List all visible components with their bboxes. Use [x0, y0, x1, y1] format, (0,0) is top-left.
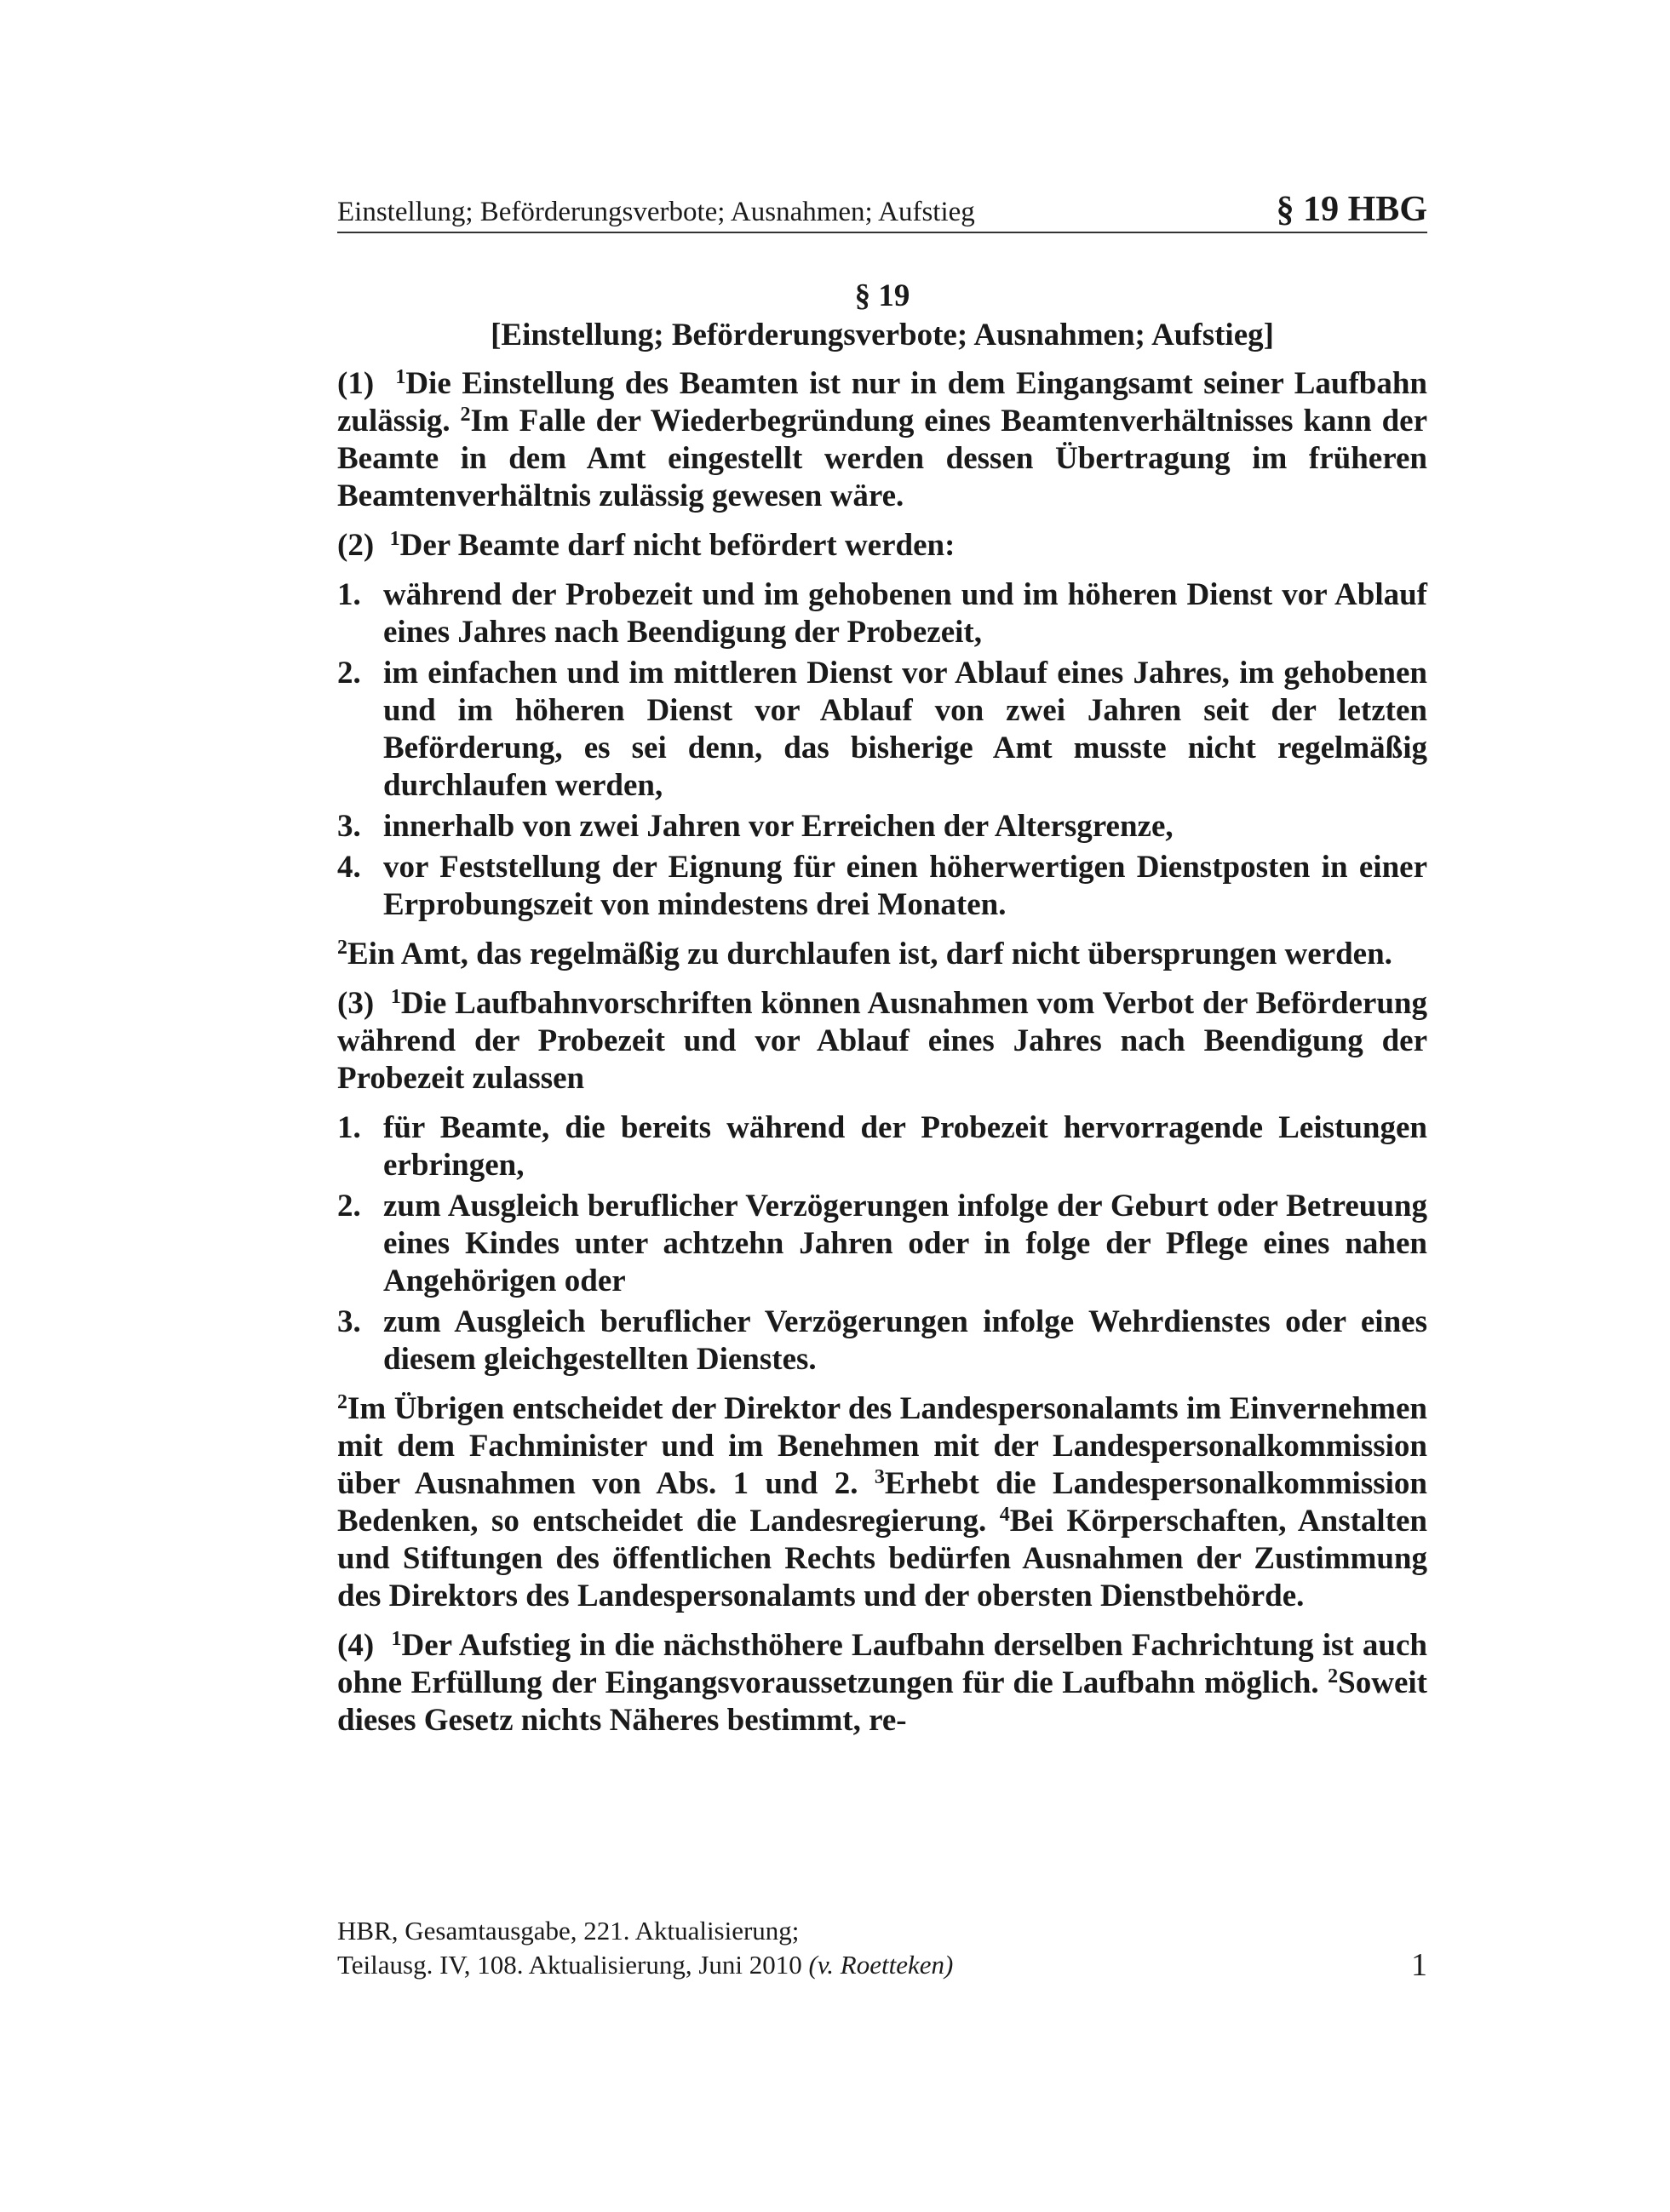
list-item-text: zum Ausgleich beruflicher Verzögerungen infolge der Geburt oder Betreuung eines Kindes unter achtzehn Jahren oder in folge der Pflege eines nahen Angehörigen oder — [383, 1189, 1427, 1298]
paragraph-3-sentence-1: Die Laufbahnvorschriften können Ausnahmen vom Verbot der Beförderung während der Probezeit und vor Ablauf eines Jahres nach Beendigung der Probezeit zulassen — [337, 986, 1428, 1096]
paragraph-4 — [337, 1627, 1427, 1739]
sentence-marker: 2 — [337, 1391, 347, 1413]
paragraph-2 — [337, 527, 1427, 564]
list-item — [337, 576, 1427, 651]
footer-line-1: HBR, Gesamtausgabe, 221. Aktualisierung; — [337, 1916, 800, 1946]
sentence-marker: 1 — [395, 366, 406, 388]
list-item-text: für Beamte, die bereits während der Probezeit hervorragende Leistungen erbringen, — [383, 1110, 1427, 1183]
paragraph-1-label: (1) — [337, 366, 375, 401]
sentence-marker: 2 — [460, 404, 471, 426]
page-number: 1 — [1411, 1947, 1427, 1983]
page-footer — [337, 1914, 1427, 1982]
sentence-marker: 2 — [1328, 1665, 1339, 1688]
running-header-section: § 19 HBG — [1276, 190, 1427, 229]
sentence-marker: 1 — [389, 528, 400, 550]
list-item-text: im einfachen und im mittleren Dienst vor Ablauf eines Jahres, im gehobenen und im höheren Dienst vor Ablauf von zwei Jahren seit der letzten Beförderung, es sei denn, das bisherige Amt musste nicht regelmäßig durchlaufen werden, — [383, 656, 1427, 803]
paragraph-2-list — [337, 576, 1427, 924]
paragraph-2-continuation — [337, 936, 1427, 973]
sentence-marker: 4 — [999, 1504, 1010, 1526]
list-item-number: 3. — [337, 809, 361, 844]
paragraph-3-sentence-2: Im Übrigen entscheidet der Direktor des Landespersonalamts im Einvernehmen mit dem Fachminister und im Benehmen mit der Landespersonalkommission über Ausnahmen von Abs. 1 und 2. — [337, 1391, 1427, 1501]
list-item — [337, 808, 1427, 845]
paragraph-2-sentence-1: Der Beamte darf nicht befördert werden: — [399, 528, 956, 563]
footer-line-2 — [337, 1948, 953, 1982]
list-item — [337, 1304, 1427, 1378]
paragraph-3-continuation — [337, 1390, 1427, 1615]
sentence-marker: 3 — [874, 1466, 885, 1488]
list-item-number: 4. — [337, 850, 361, 885]
paragraph-3 — [337, 985, 1427, 1097]
list-item-text: innerhalb von zwei Jahren vor Erreichen der Altersgrenze, — [383, 809, 1174, 844]
section-number: § 19 — [854, 278, 910, 313]
list-item-text: während der Probezeit und im gehobenen und im höheren Dienst vor Ablauf eines Jahres nach Beendigung der Probezeit, — [383, 577, 1427, 650]
sentence-marker: 1 — [390, 986, 401, 1008]
list-item-text: zum Ausgleich beruflicher Verzögerungen infolge Wehrdienstes oder eines diesem gleichgestellten Dienstes. — [383, 1304, 1427, 1377]
paragraph-1-sentence-1: Die Einstellung des Beamten ist nur in dem Eingangsamt seiner Laufbahn zulässig. — [337, 366, 1428, 438]
list-item-number: 1. — [337, 577, 361, 612]
sentence-marker: 2 — [337, 937, 347, 959]
list-item-number: 2. — [337, 1189, 361, 1223]
sentence-marker: 1 — [391, 1628, 402, 1650]
paragraph-2-label: (2) — [337, 528, 375, 563]
paragraph-3-list — [337, 1109, 1427, 1378]
section-title: [Einstellung; Beförderungsverbote; Ausnahmen; Aufstieg] — [491, 318, 1274, 352]
list-item — [337, 655, 1427, 805]
paragraph-1 — [337, 365, 1427, 515]
list-item — [337, 1188, 1427, 1300]
paragraph-4-label: (4) — [337, 1628, 375, 1663]
list-item — [337, 1109, 1427, 1184]
footer-edition: Teilausg. IV, 108. Aktualisierung, Juni 2010 — [337, 1950, 802, 1980]
paragraph-3-sentence-3: Erhebt die Landespersonalkommission Bedenken, so entscheidet die Landesregierung. — [337, 1466, 1427, 1539]
paragraph-3-label: (3) — [337, 986, 375, 1021]
list-item — [337, 849, 1427, 924]
document-body — [337, 277, 1427, 1739]
running-header — [337, 189, 1427, 233]
list-item-number: 3. — [337, 1304, 361, 1339]
list-item-text: vor Feststellung der Eignung für einen höherwertigen Dienstposten in einer Erprobungszeit von mindestens drei Monaten. — [383, 850, 1427, 922]
paragraph-2-sentence-2: Ein Amt, das regelmäßig zu durchlaufen ist, darf nicht übersprungen werden. — [347, 937, 1392, 971]
list-item-number: 1. — [337, 1110, 361, 1145]
paragraph-1-sentence-2: Im Falle der Wiederbegründung eines Beamtenverhältnisses kann der Beamte in dem Amt eingestellt werden dessen Übertragung im früheren Beamtenverhältnis zulässig gewesen wäre. — [337, 404, 1428, 513]
paragraph-4-sentence-1: Der Aufstieg in die nächsthöhere Laufbahn derselben Fachrichtung ist auch ohne Erfüllung der Eingangsvoraussetzungen für die Laufbahn möglich. — [337, 1628, 1428, 1700]
footer-author: (v. Roetteken) — [808, 1950, 954, 1980]
list-item-number: 2. — [337, 656, 361, 691]
running-header-title: Einstellung; Beförderungsverbote; Ausnahmen; Aufstieg — [337, 197, 975, 227]
paragraph-3-sentence-4: Bei Körperschaften, Anstalten und Stiftungen des öffentlichen Rechts bedürfen Ausnahmen der Zustimmung des Direktors des Landespersonalamts und der obersten Dienstbehörde. — [337, 1504, 1428, 1613]
paragraph-4-sentence-2: Soweit dieses Gesetz nichts Näheres bestimmt, re- — [337, 1665, 1427, 1738]
